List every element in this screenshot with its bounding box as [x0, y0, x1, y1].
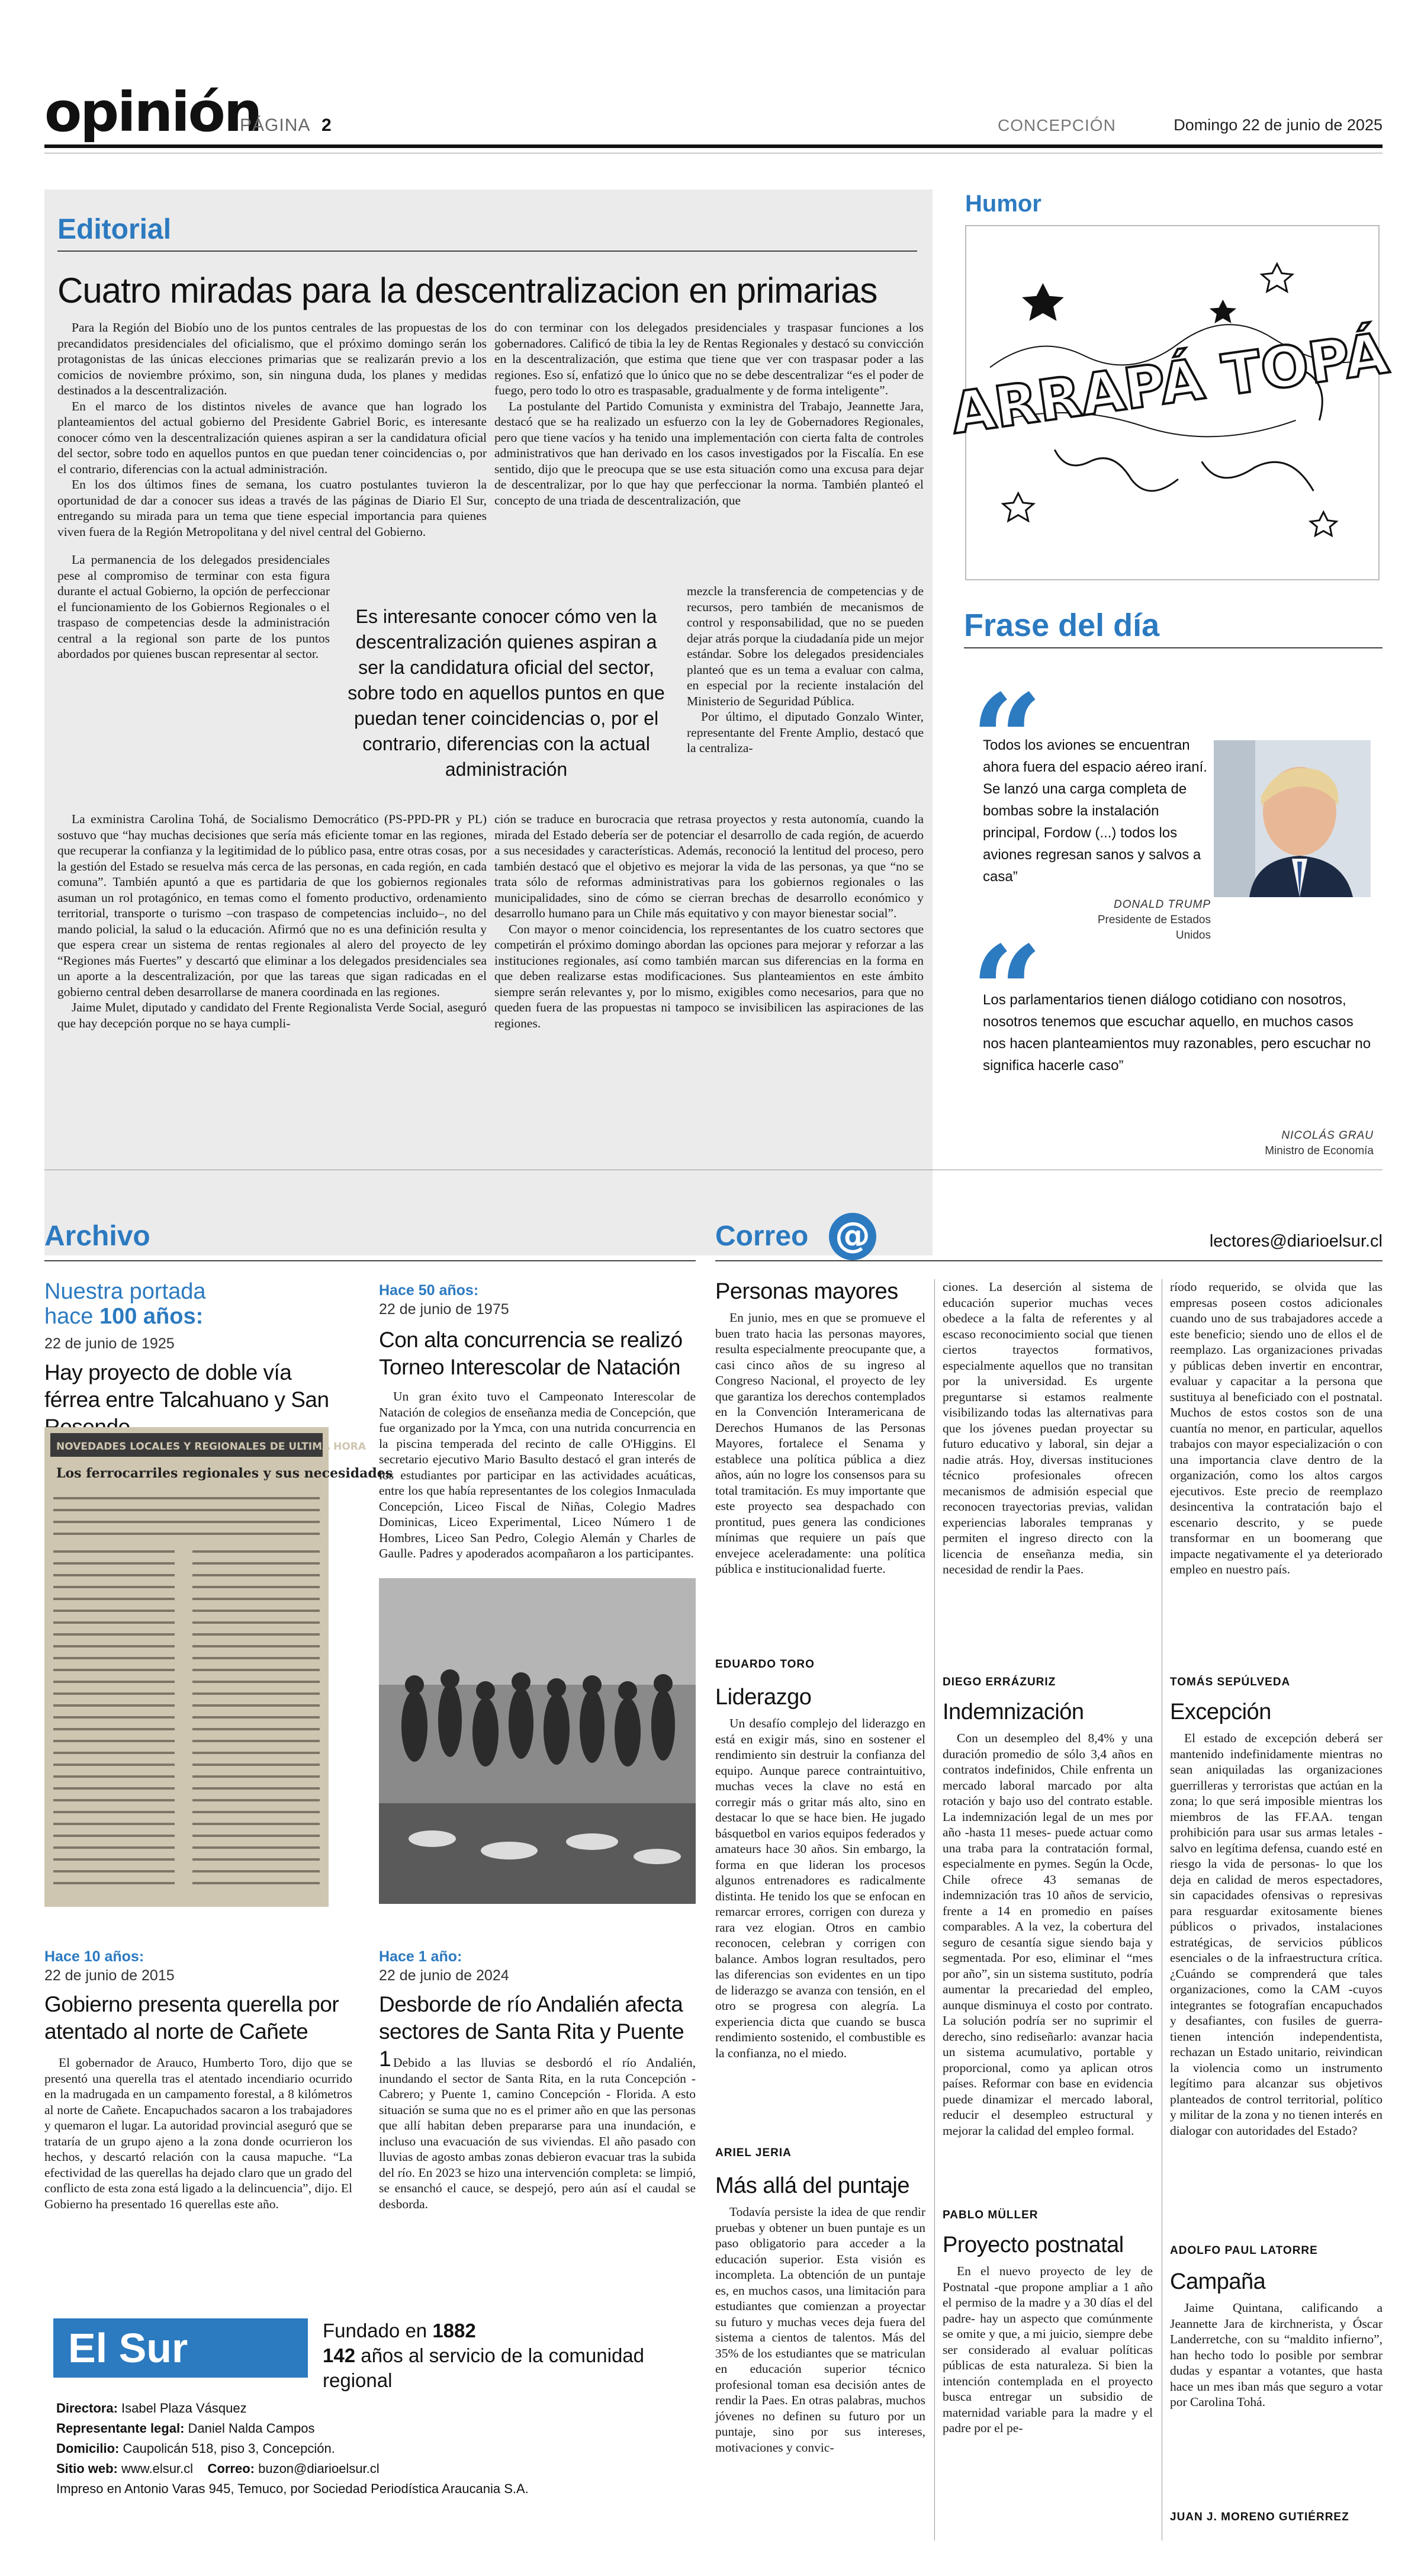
photo-illustration: [379, 1578, 696, 1904]
legal-rep-label: Representante legal:: [56, 2421, 185, 2436]
archive-cover-heading: [44, 1279, 206, 1329]
archive-cover-years: 100 años:: [99, 1304, 204, 1329]
letter-7-title: Campaña: [1170, 2269, 1266, 2294]
archive-50-title: Con alta concurrencia se realizó Torneo Interescolar de Natación: [379, 1328, 683, 1379]
paragraph: Para la Región del Biobío uno de los puntos centrales de las propuestas de los precandidatos presidenciales del oficialismo, que el próximo domingo serán los protagonistas de las únicas elecciones primarias que se realizarán previo a los comicios de noviembre próximo, son, sin ninguna duda, los planes y medidas destinados a la descentralización.: [57, 320, 487, 397]
paragraph: Todavía persiste la idea de que rendir pruebas y obtener un buen puntaje es un paso obligatorio para acceder a la educación superior. Esta visión es incompleta. La obtención de un puntaje es, en muchos casos, una limitación para estudiantes que comienzan a proyectar su futuro y muchas veces deja fuera del sistema a cientos de talentos. Más del 35% de los estudiantes que se matriculan en educación superior técnico profesional toman esa decisión antes de rendir la Paes. En otras palabras, muchos jóvenes no definen su futuro por un puntaje, sino por sus intereses, motivaciones y convic-: [715, 2205, 925, 2455]
newspaper-logo: El Sur: [53, 2318, 308, 2378]
archive-cover-line1: Nuestra portada: [44, 1279, 206, 1304]
credits-legal-rep: [56, 2418, 696, 2439]
credits-info: [56, 2398, 696, 2499]
paragraph: ciones. La deserción al sistema de educación superior muchas veces obedece a la falta de referentes y al escaso reconocimiento social que tienen ciertos trayectos formativos, especialmente aquellos que no transitan por la universidad. Es urgente preguntarse si estamos realmente visibilizando todas las alternativas para que los jóvenes puedan proyectar su futuro educativo y laboral, sin dejar a nadie atrás. Hoy, diversas instituciones técnico profesionales ofrecen mecanismos de admisión especial que reconocen trayectorias previas, validan experiencias laborales tempranas y permiten el ingreso directo con la licencia de enseñanza media, sin necesidad de rendir la Paes.: [943, 1280, 1153, 1576]
archive-10-date: 22 de junio de 2015: [44, 1967, 175, 1984]
founded-prefix: Fundado en: [323, 2320, 433, 2341]
quote-1-text: Todos los aviones se encuentran ahora fuera del espacio aéreo iraní. Se lanzó una carga completa de bombas sobre la instalación principal, Fordow (...) todos los aviones regresan sanos y salvos a casa”: [983, 737, 1207, 885]
paragraph: Jaime Quintana, calificando a Jeannette Jara de kirchnerista, y Óscar Landerretche, con su “maldito infierno”, han hecho todo lo posible por sembrar dudas y espantar a votantes, que hasta hace un mes iban más que seguro a votar por Carolina Tohá.: [1170, 2301, 1383, 2409]
paragraph: El gobernador de Arauco, Humberto Toro, dijo que se presentó una querella tras el atentado incendiario ocurrido en la madrugada en un campamento forestal, a 8 kilómetros al norte de Cañete. Encapuchados sacaron a los trabajadores y quemaron el lugar. La autoridad provincial aseguró que se trataría de un grupo ajeno a la zona donde ocurrieron los hechos, y descartó relación con la causa mapuche. “La efectividad de las querellas ha dejado claro que un grado del conflicto de esta zona está ligado a la delincuencia”, dijo. El Gobierno ha presentado 16 querellas este año.: [44, 2055, 352, 2211]
paragraph: En el nuevo proyecto de ley de Postnatal -que propone ampliar a 1 año el permiso de la madre y a 30 días el del padre- hay un aspecto que comúnmente se omite y que, a mi juicio, siempre debe ser considerado al evaluar políticas públicas de esta naturaleza. Si bien la intención contemplada en el proyecto busca entregar un subsidio de maternidad variable para la madre y el padre por el pe-: [943, 2264, 1153, 2435]
credits-director: [56, 2398, 696, 2418]
quote-mark-icon: “: [971, 667, 1043, 813]
archive-newspaper-clipping: [44, 1427, 393, 1907]
credits-printer: Impreso en Antonio Varas 945, Temuco, por Sociedad Periodística Araucania S.A.: [56, 2481, 529, 2496]
quote-2-author: NICOLÁS GRAU: [1281, 1129, 1374, 1142]
address-label: Domicilio:: [56, 2441, 120, 2456]
paragraph: ríodo requerido, se olvida que las empresas poseen costos adicionales cuando uno de sus trabajadores accede a este beneficio; siendo uno de ellos el de reemplazo. Las organizaciones privadas y públicas deben invertir en encontrar, evaluar y capacitar a la persona que sustituya al beneficiado con el postnatal. Muchos de estos costos son de una cuantía no menor, en particular, aquellos trabajos con mayor especialización o con una importancia clave dentro de la organización, como los altos cargos ejecutivos. Este precio de reemplazo desincentiva la contratación bajo el escenario descrito, y se puede transformar en un boomerang que impacte negativamente el ya deteriorado empleo en nuestro país.: [1170, 1280, 1383, 1576]
credits-web: [56, 2459, 696, 2479]
portrait-illustration: [1214, 740, 1371, 897]
letter-3-continued: [943, 1279, 1153, 1670]
quote-2-attribution: [1125, 1128, 1374, 1159]
archive-50-body: [379, 1389, 696, 1578]
letters-label: Correo: [715, 1220, 809, 1252]
paragraph: mezcle la transferencia de competencias y de recursos, pero también de mecanismos de control y responsabilidad, que no se pueden dejar atrás porque la ciudadanía pide un mejor estándar. Sobre los delegados presidenciales planteó que es un tema a evaluar con calma, en especial por la reciente instalación del Ministerio de Seguridad Pública.: [687, 584, 924, 708]
paragraph: Jaime Mulet, diputado y candidato del Frente Regionalista Verde Social, aseguró que hay decepción porque no se haya cumpli-: [57, 1000, 487, 1030]
letter-5-continued: [1170, 1279, 1383, 1670]
legal-rep-name: Daniel Nalda Campos: [188, 2421, 315, 2436]
letter-3-author: DIEGO ERRÁZURIZ: [943, 1676, 1056, 1688]
humor-cartoon: [947, 225, 1393, 580]
paragraph: Por último, el diputado Gonzalo Winter, representante del Frente Amplio, destacó que la centraliza-: [687, 709, 924, 755]
years-line: [323, 2343, 696, 2393]
letter-5-author: TOMÁS SEPÚLVEDA: [1170, 1676, 1291, 1688]
letter-2-author: ARIEL JERIA: [715, 2147, 792, 2159]
editorial-divider: [57, 250, 917, 252]
founded-year: 1882: [432, 2320, 476, 2341]
archive-10-label: Hace 10 años:: [44, 1948, 144, 1965]
paragraph: Un desafío complejo del liderazgo en está en exigir más, sino en sostener el rendimiento sin destruir la confianza del equipo. Aunque parece contraintuitivo, muchas veces la clave no está en corregir más o gritar más alto, sino en destacar lo que se hace bien. He jugado básquetbol en varios equipos federados y amateurs hace 30 años. Sin embargo, la forma en que lideran los procesos algunos entrenadores es radicalmente distinta. He tenido los que se enfocan en remarcar errores, corrigen con dureza y rara vez elogian. Otros en cambio reconocen, celebran y corrigen con balance. Ambos logran resultados, pero las diferencias son evidentes en un tipo de liderazgo se avanza con tensión, en el otro se progresa con alegría. La experiencia dicta que cuando se busca rendimiento sostenido, el combustible es la confianza, no el miedo.: [715, 1716, 925, 2060]
paragraph: La exministra Carolina Tohá, de Socialismo Democrático (PS-PPD-PR y PL) sostuvo que “hay muchas decisiones que sería más eficiente tomar en las regiones, que recuperar la confianza y la legitimidad de lo público pasa, entre otras cosas, por la gestión del Estado se resuelva más cerca de las personas, en cada región, en cada comuna”. También apuntó a que es partidaria de que los gobiernos regionales asuman un rol protagónico, en temas como el fomento productivo, ordenamiento territorial, transporte o turismo –con traspaso de competencias incluido–, no del mando policial, la salud o la educación. Afirmó que no es una definición resulta y que espera crear un sistema de rentas regionales al alero del proyecto de ley “Regiones más Fuertes” y descartó que eliminar a los delegados presidenciales sea un aporte a la descentralización, por que las tareas que sigan radicadas en el gobierno central deben desarrollarse de manera coordinada en las regiones.: [57, 812, 487, 999]
email-label: Correo:: [207, 2461, 255, 2476]
website-link[interactable]: www.elsur.cl: [121, 2461, 194, 2476]
paragraph: Con mayor o menor coincidencia, los representantes de los cuatro sectores que competirán el próximo domingo abordan las opciones para mejorar y reforzar a las instituciones regionales, así como también marcan sus diferencias en la forma en que deben realizarse estas modificaciones. Sus planteamientos en este ámbito siempre serán relevantes y, por lo mismo, exigibles como necesarios, para que no queden fuera de las propuestas ni tampoco se invisibilicen las aspiraciones de las regiones.: [494, 921, 924, 1030]
archive-50-photo: [379, 1578, 696, 1904]
archive-50-label: Hace 50 años:: [379, 1282, 479, 1299]
archive-cover-line2: [44, 1304, 206, 1329]
paragraph: do con terminar con los delegados presidenciales y traspasar funciones a los gobernadores. Calificó de tibia la ley de Rentas Regionales y destacó su convicción en la descentralización, que estima que tiene que ver con traspasar poder a las regiones. Eso sí, enfatizó que lo único que no se debe descentralizar “es el poder de fuego, pero todo lo otro es traspasable, gradualmente y de forma inteligente”.: [494, 320, 924, 397]
director-name: Isabel Plaza Vásquez: [121, 2401, 247, 2416]
letter-1-body: [715, 1310, 925, 1653]
paragraph: En junio, mes en que se promueve el buen trato hacia las personas mayores, resulta especialmente preocupante que, a casi cinco años de su ingreso al Congreso Nacional, el proyecto de ley que garantiza los derechos contemplados en la Convención Interamericana de Derechos Humanos de las Personas Mayores, fortalece el Senama y establece una política pública a diez años, aún no logre los consensos para su total tramitación. Es muy importante que este proyecto sea despachado con prontitud, pues genera las condiciones mínimas que requiere un país que envejece aceleradamente: una política pública e institucionalidad fuerte.: [715, 1311, 925, 1576]
editorial-column-1-top: [57, 320, 487, 551]
letter-1-author: EDUARDO TORO: [715, 1658, 815, 1671]
editorial-title: Cuatro miradas para la descentralizacion en primarias: [57, 271, 877, 310]
clipping-subheadline: Los ferrocarriles regionales y sus necesidades: [56, 1466, 393, 1481]
letter-5-body: [943, 2263, 1153, 2548]
issue-date: Domingo 22 de junio de 2025: [1174, 116, 1383, 134]
quote-1-author-role: Presidente de Estados Unidos: [1097, 914, 1211, 942]
letters-divider: [715, 1260, 1383, 1261]
page-indicator: [240, 115, 332, 136]
archive-10-body: [44, 2055, 352, 2268]
founded-text: [323, 2318, 696, 2393]
page-number: 2: [322, 115, 332, 135]
cartoon-lettering: ARRAPÁ TOPÁ: [947, 320, 1393, 447]
founded-line: [323, 2318, 696, 2343]
editorial-column-2-top: [494, 320, 924, 583]
archive-50-date: 22 de junio de 1975: [379, 1301, 509, 1318]
quote-1-attribution: [1089, 897, 1211, 943]
editorial-column-2-bottom: [494, 811, 924, 1125]
letter-4-author: PABLO MÜLLER: [943, 2209, 1039, 2221]
at-sign-icon: @: [829, 1213, 876, 1260]
letter-7-body: [1170, 2300, 1383, 2501]
column-divider: [934, 1279, 935, 2540]
email-link[interactable]: buzon@diarioelsur.cl: [258, 2461, 380, 2476]
quote-of-day-divider: [964, 647, 1383, 648]
quote-2-author-role: Ministro de Economía: [1265, 1145, 1374, 1157]
archive-cover-date: 22 de junio de 1925: [44, 1335, 175, 1352]
page-label: PÁGINA: [240, 115, 311, 135]
letter-5-title: Proyecto postnatal: [943, 2233, 1124, 2257]
quote-2-text: Los parlamentarios tienen diálogo cotidiano con nosotros, nosotros tenemos que escuchar aquello, en muchos casos nos hacen planteamientos muy razonables, pero escuchar no significa hacerle caso”: [983, 992, 1371, 1074]
letter-6-author: ADOLFO PAUL LATORRE: [1170, 2244, 1318, 2257]
letters-email-link[interactable]: lectores@diarioelsur.cl: [1209, 1232, 1383, 1251]
clipping-illustration: [44, 1427, 393, 1907]
letter-6-title: Excepción: [1170, 1700, 1271, 1724]
paragraph: Un gran éxito tuvo el Campeonato Interescolar de Natación de colegios de enseñanza media de Concepción, que fue organizado por la Ymca, con una nutrida concurrencia en la piscina temperada del recinto de calle O'Higgins. El secretario ejecutivo Mario Basulto destacó el gran interés de los estudiantes por participar en las actividades acuáticas, entre los que había representantes de los colegios Inmaculada Concepción, Liceo Fiscal de Niñas, Colegio Madres Dominicas, Liceo Experimental, Liceo Número 1 de Hombres, Liceo San Pedro, Colegio Alemán y Charles de Gaulle. Padres y apoderados acompañaron a los participantes.: [379, 1389, 696, 1560]
city-label: CONCEPCIÓN: [998, 116, 1116, 134]
paragraph: Con un desempleo del 8,4% y una duración promedio de sólo 3,4 años en contratos indefinidos, Chile enfrenta un mercado laboral marcado por alta rotación y bajo uso del contrato estable. La indemnización legal de un mes por año -hasta 11 meses- puede actuar como una traba para la contratación formal, especialmente en pymes. Según la Ocde, Chile ofrece 43 semanas de indemnización tras 10 años de servicio, frente a 14 en promedio en países comparables. A la vez, la cobertura del seguro de cesantía sigue siendo baja y segmentada. Por eso, eliminar el “mes por año”, sin un sistema sustituto, podría aumentar la precariedad del empleo, aunque disminuya el costo por contrato. La solución podría ser no suprimir el derecho, sino rediseñarlo: avanzar hacia un sistema acumulativo, portable y proporcional, como ya aplican otros países. Reformar con base en evidencia puede dinamizar el mercado laboral, reducir el desempleo estructural y mejorar la calidad del empleo formal.: [943, 1731, 1153, 2138]
letter-3-body: [715, 2204, 925, 2548]
quote-of-day-label: Frase del día: [964, 608, 1160, 643]
editorial-column-2-narrow: [687, 583, 924, 814]
letter-2-title: Liderazgo: [715, 1685, 812, 1710]
paragraph: ción se traduce en burocracia que retrasa proyectos y resta autonomía, cuando la mirada del Estado debería ser de potenciar el desarrollo de cada región, de acuerdo a sus necesidades y características. Además, reconoció la lentitud del proceso, pero también destacó que el objetivo es mejorar la vida de las personas, ya que “no se trata sólo de reformas administrativas para los gobiernos regionales o las municipalidades, sino de cómo se cierran brechas de desarrollo económico y desarrollo humano para un Chile más equitativo y con mayor bienestar social”.: [494, 812, 924, 920]
director-label: Directora:: [56, 2401, 118, 2416]
years-text: años al servicio de la comunidad regional: [323, 2344, 645, 2391]
letter-3-title: Más allá del puntaje: [715, 2173, 909, 2198]
archive-1-title: Desborde de río Andalién afecta sectores de Santa Rita y Puente 1: [379, 1992, 684, 2071]
humor-label: Humor: [965, 191, 1041, 217]
letter-4-title: Indemnización: [943, 1700, 1084, 1724]
paragraph: El estado de excepción deberá ser mantenido indefinidamente mientras no sean aniquiladas las organizaciones guerrilleras y terroristas que actúan en la zona; lo que será imposible mientras los miembros de las FF.AA. tengan prohibición para usar sus armas letales -salvo en legítima defensa, cuando esté en riesgo la vida de personas- lo que los deja en calidad de meros espectadores, sin capacidades ofensivas o represivas para resguardar exitosamente bienes públicos o privados, instalaciones estratégicas, de servicios públicos esenciales o de la infraestructura crítica. ¿Cuándo se comprenderá que tales organizaciones, como la CAM -cuyos integrantes se fotografían encapuchados y desafiantes, con fusiles de guerra- tienen intención independentista, rechazan un Estado unitario, reivindican la violencia como un instrumento legítimo para alcanzar sus objetivos planteados de control territorial, político y militar de la zona y no tienen interés en dialogar con autoridades del Estado?: [1170, 1731, 1383, 2138]
quote-1-author: DONALD TRUMP: [1113, 898, 1211, 911]
paragraph: Debido a las lluvias se desbordó el río Andalién, inundando el sector de Santa Rita, en la ruta Concepción - Cabrero; y Puente 1, camino Concepción - Florida. A esto situación se suma que no es el primer año en que las personas que allí habitan deben prepararse para una inundación, e incluso una evacuación de sus viviendas. El año pasado con lluvias de agosto ambas zonas debieron evacuar tras la subida del río. En 2023 se hizo una intervención completa: se limpió, se ensanchó el cauce, se despejó, pero aún así el caudal se desborda.: [379, 2055, 696, 2211]
archive-1-date: 22 de junio de 2024: [379, 1967, 509, 1984]
website-label: Sitio web:: [56, 2461, 118, 2476]
address-value: Caupolicán 518, piso 3, Concepción.: [123, 2441, 335, 2456]
editorial-section: [44, 189, 933, 1255]
credits-address: [56, 2439, 696, 2459]
editorial-pullquote: Es interesante conocer cómo ven la descentralización quienes aspiran a ser la candidatura oficial del sector, sobre todo en aquellos puntos en que puedan tener coincidencias o, por el contrario, diferencias con la actual administración: [340, 604, 672, 799]
quote-mark-icon: “: [971, 918, 1043, 1065]
paragraph: La postulante del Partido Comunista y exministra del Trabajo, Jeannette Jara, destacó que se ha realizado un esfuerzo con la ley de Gobernadores Regionales, pero que tiene vacíos y ha tenido una implementación con cierta falta de controles administrativos que han derivado en los casos investigados por la Fiscalía. En ese sentido, dijo que le preocupa que se use esta situación como una excusa para dejar de descentralizar, por lo que hay que perfeccionar la norma. También planteó el concepto de una triada de descentralización, que: [494, 399, 924, 508]
speaker-portrait: [1214, 740, 1371, 897]
editorial-column-1-narrow: [57, 552, 330, 815]
paragraph: En los dos últimos fines de semana, los cuatro postulantes tuvieron la oportunidad de dar a conocer sus ideas a través de las páginas de Diario El Sur, entregando su mirada para un tema que tiene especial importancia para quienes viven fuera de la Región Metropolitana y del nivel central del Gobierno.: [57, 477, 487, 539]
paragraph: La permanencia de los delegados presidenciales pese al compromiso de terminar con esta figura durante el actual Gobierno, la opción de perfeccionar el funcionamiento de los Gobiernos Regionales o el traspaso de competencias desde la administración central a la regional son parte de los puntos abordados por quienes buscan representar al sector.: [57, 553, 330, 661]
letter-2-body: [715, 1716, 925, 2142]
paragraph: En el marco de los distintos niveles de avance que han logrado los planteamientos del actual gobierno del Presidente Gabriel Boric, es interesante conocer cómo ven la descentralización quienes aspiran a ser la candidatura oficial del sector, sobre todo en aquellos puntos en que puedan tener coincidencias o, por el contrario, diferencias con la actual administración.: [57, 399, 487, 476]
section-title: opinión: [44, 81, 261, 144]
letter-7-author: JUAN J. MORENO GUTIÉRREZ: [1170, 2511, 1349, 2523]
archive-1-label: Hace 1 año:: [379, 1948, 462, 1965]
years-count: 142: [323, 2344, 356, 2366]
cartoon-drawing: [947, 226, 1393, 579]
masthead: [44, 83, 1383, 148]
archive-label: Archivo: [44, 1220, 150, 1252]
archive-divider: [44, 1260, 696, 1261]
clipping-headline: NOVEDADES LOCALES Y REGIONALES DE ULTIMA HORA: [56, 1441, 366, 1453]
letter-4-body: [943, 1730, 1153, 2204]
archive-cover-title: Hay proyecto de doble vía férrea entre Talcahuano y San: [44, 1360, 329, 1412]
editorial-column-1-bottom: [57, 811, 487, 1125]
editorial-label: Editorial: [57, 214, 172, 245]
archive-10-title: Gobierno presenta querella por atentado al norte de Cañete: [44, 1992, 339, 2044]
archive-1-body: [379, 2055, 696, 2268]
letter-6-body: [1170, 1730, 1383, 2240]
masthead-credits: [44, 2310, 696, 2496]
archive-cover-prefix: hace: [44, 1304, 99, 1329]
letter-1-title: Personas mayores: [715, 1279, 898, 1304]
